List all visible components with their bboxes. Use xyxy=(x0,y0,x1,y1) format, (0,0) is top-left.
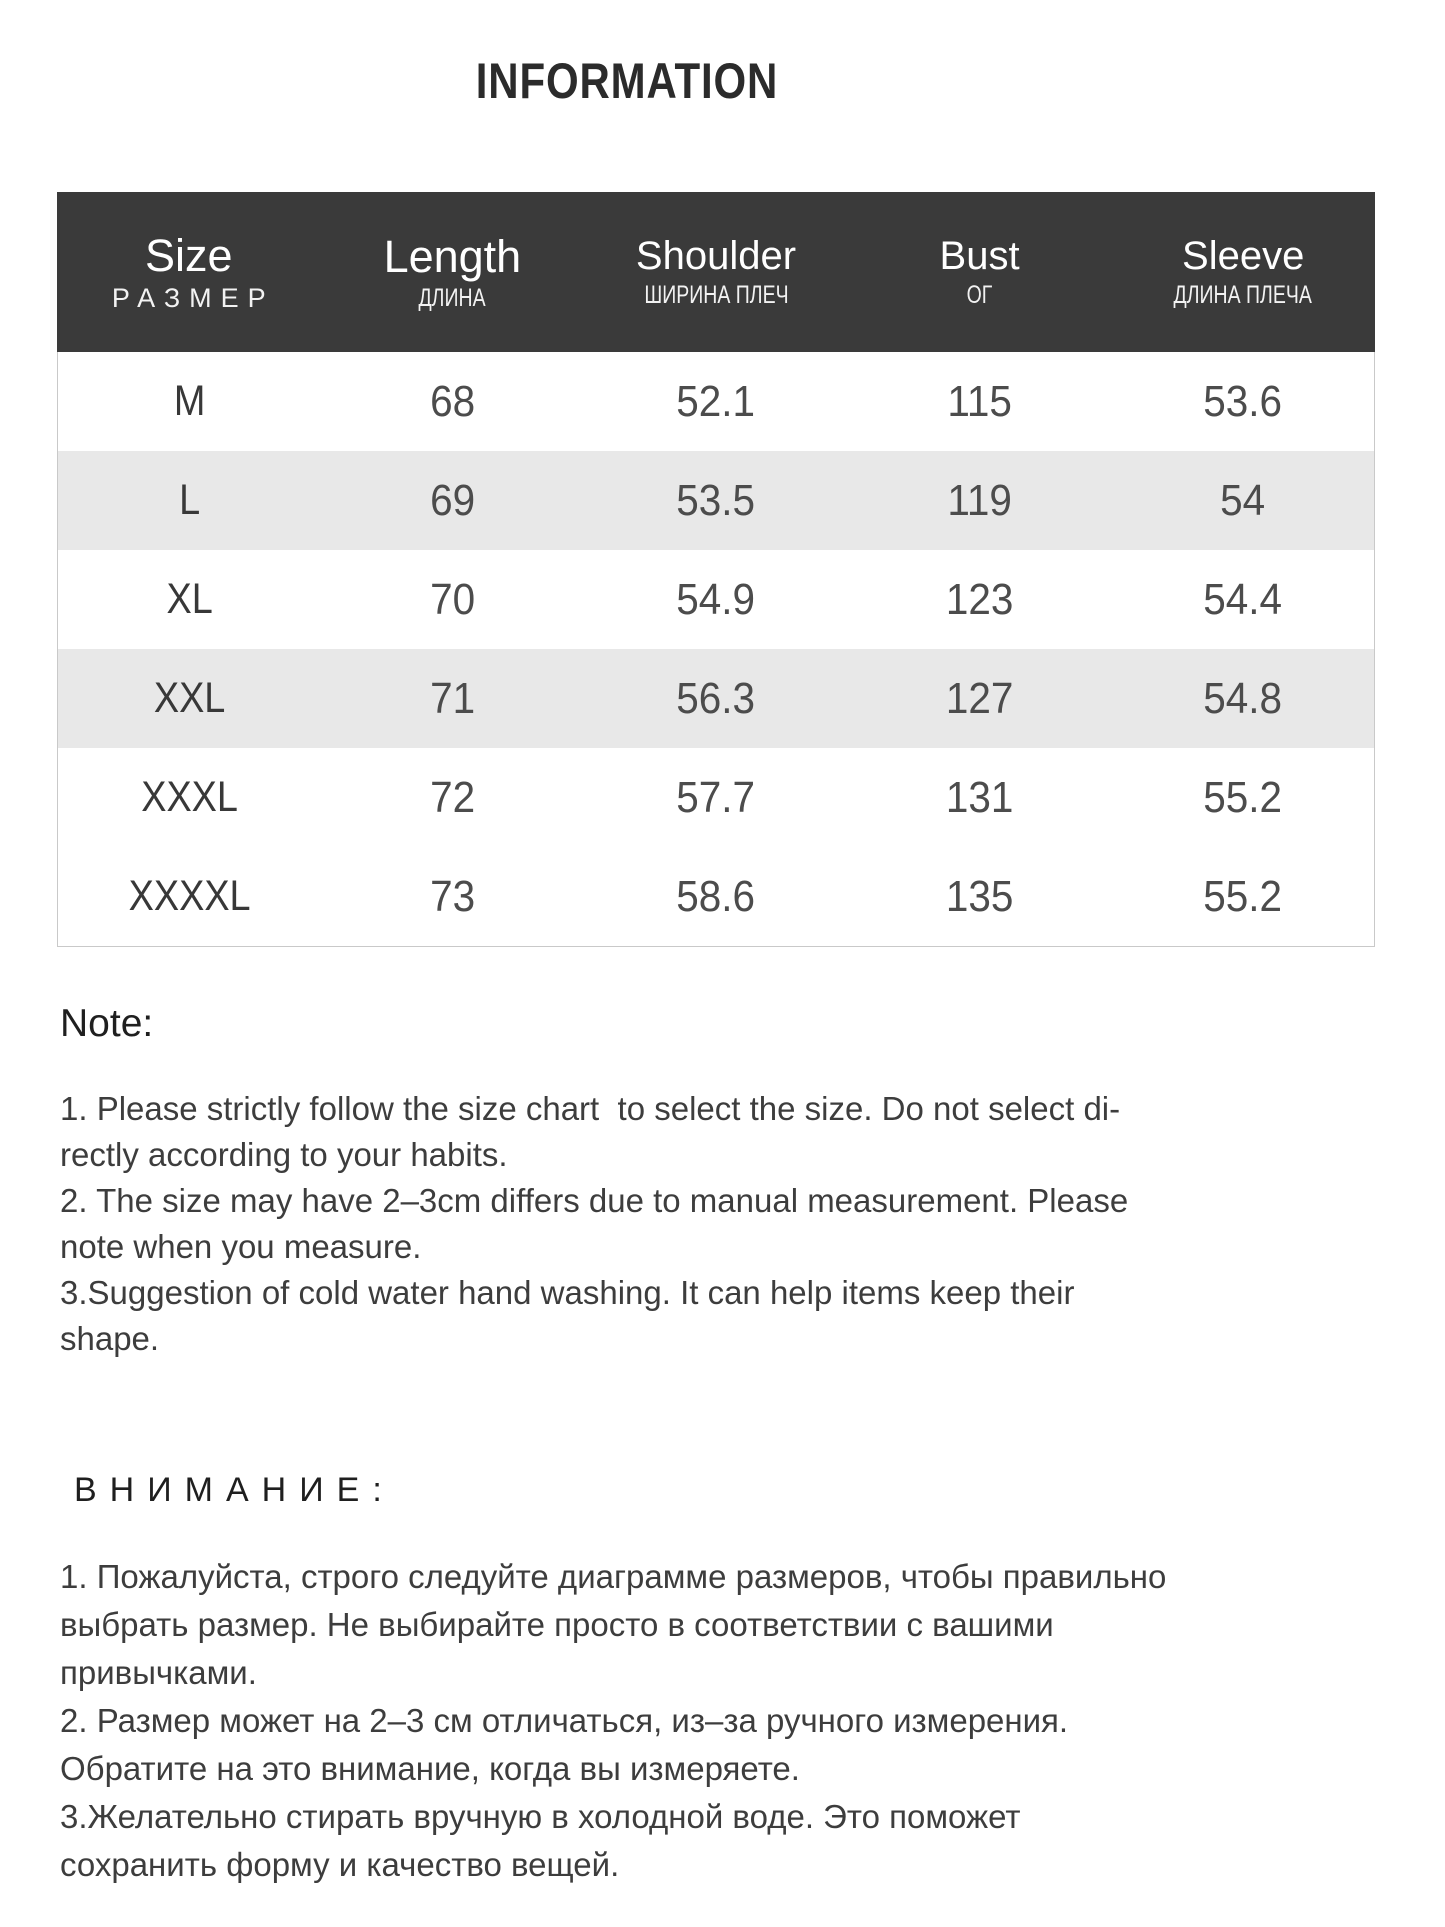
size-cell: XXXXL xyxy=(128,872,251,920)
column-header-length xyxy=(321,192,585,352)
column-label-en: Shoulder xyxy=(635,234,797,278)
note-line: 3.Желательно стирать вручную в холодной воде. Это поможет xyxy=(60,1798,1021,1836)
sleeve-cell: 55.2 xyxy=(1203,772,1282,822)
bust-cell: 131 xyxy=(945,772,1013,822)
length-cell: 70 xyxy=(430,574,476,624)
note-line: rectly according to your habits. xyxy=(60,1135,508,1173)
note-line: 2. Размер может на 2–3 см отличаться, из–за ручного измерения. xyxy=(60,1702,1069,1740)
table-row xyxy=(58,451,1374,550)
size-table-header xyxy=(57,192,1375,352)
bust-cell: 115 xyxy=(946,376,1012,426)
note-line: 1. Пожалуйста, строго следуйте диаграмме размеров, чтобы правильно xyxy=(60,1558,1167,1596)
sleeve-cell: 54.8 xyxy=(1203,673,1282,723)
length-cell: 71 xyxy=(430,673,476,723)
shoulder-cell: 58.6 xyxy=(676,871,756,921)
column-label-en: Length xyxy=(383,230,522,282)
column-label-ru: ШИРИНА ПЛЕЧ xyxy=(643,281,789,309)
note-text-en xyxy=(60,1086,1397,1362)
sleeve-cell: 54.4 xyxy=(1203,574,1282,624)
table-row xyxy=(58,550,1374,649)
note-line: Обратите на это внимание, когда вы измеряете. xyxy=(60,1750,800,1788)
column-header-size xyxy=(57,192,321,352)
column-header-shoulder xyxy=(584,192,848,352)
column-label-ru: ДЛИНА xyxy=(418,283,486,312)
length-cell: 72 xyxy=(430,772,476,822)
note-line: shape. xyxy=(60,1319,160,1357)
note-heading: Note: xyxy=(60,1002,154,1045)
note-section-ru xyxy=(60,1472,1397,1889)
column-header-bust xyxy=(848,192,1112,352)
attention-heading: ВНИМАНИЕ: xyxy=(74,1471,395,1509)
note-line: 2. The size may have 2–3cm differs due to manual measurement. Please xyxy=(60,1181,1129,1219)
sleeve-cell: 55.2 xyxy=(1203,871,1282,921)
shoulder-cell: 54.9 xyxy=(676,574,756,624)
size-cell: XXXL xyxy=(141,773,238,821)
sleeve-cell: 53.6 xyxy=(1203,376,1282,426)
column-label-en: Bust xyxy=(939,234,1020,278)
note-line: сохранить форму и качество вещей. xyxy=(60,1846,620,1884)
size-table xyxy=(57,192,1375,947)
length-cell: 69 xyxy=(430,475,476,525)
column-label-en: Sleeve xyxy=(1182,234,1305,278)
bust-cell: 135 xyxy=(945,871,1013,921)
table-row xyxy=(58,748,1374,847)
column-label-ru: РАЗМЕР xyxy=(111,282,275,313)
table-row xyxy=(58,649,1374,748)
size-cell: L xyxy=(179,476,201,524)
sleeve-cell: 54 xyxy=(1219,475,1265,525)
length-cell: 73 xyxy=(430,871,476,921)
size-table-body xyxy=(57,352,1375,947)
size-cell: XXL xyxy=(153,674,226,722)
page-title: INFORMATION xyxy=(476,53,779,109)
bust-cell: 127 xyxy=(945,673,1013,723)
shoulder-cell: 56.3 xyxy=(676,673,756,723)
table-row xyxy=(58,352,1374,451)
length-cell: 68 xyxy=(430,376,476,426)
note-line: выбрать размер. Не выбирайте просто в соответствии с вашими xyxy=(60,1606,1054,1644)
bust-cell: 123 xyxy=(945,574,1013,624)
column-header-sleeve xyxy=(1111,192,1375,352)
column-label-ru: ОГ xyxy=(966,281,993,309)
note-line: note when you measure. xyxy=(60,1227,422,1265)
shoulder-cell: 52.1 xyxy=(676,376,756,426)
note-text-ru xyxy=(60,1553,1397,1889)
shoulder-cell: 57.7 xyxy=(676,772,756,822)
note-section-en xyxy=(60,1003,1397,1362)
bust-cell: 119 xyxy=(946,475,1012,525)
table-row xyxy=(58,847,1374,946)
note-line: привычками. xyxy=(60,1654,257,1692)
column-label-en: Size xyxy=(145,229,233,281)
size-cell: M xyxy=(173,377,206,425)
note-line: 3.Suggestion of cold water hand washing. It can help items keep their xyxy=(60,1273,1075,1311)
note-line: 1. Please strictly follow the size chart to select the size. Do not select di- xyxy=(60,1089,1121,1127)
column-label-ru: ДЛИНА ПЛЕЧА xyxy=(1173,281,1313,309)
shoulder-cell: 53.5 xyxy=(676,475,756,525)
size-cell: XL xyxy=(166,575,213,623)
